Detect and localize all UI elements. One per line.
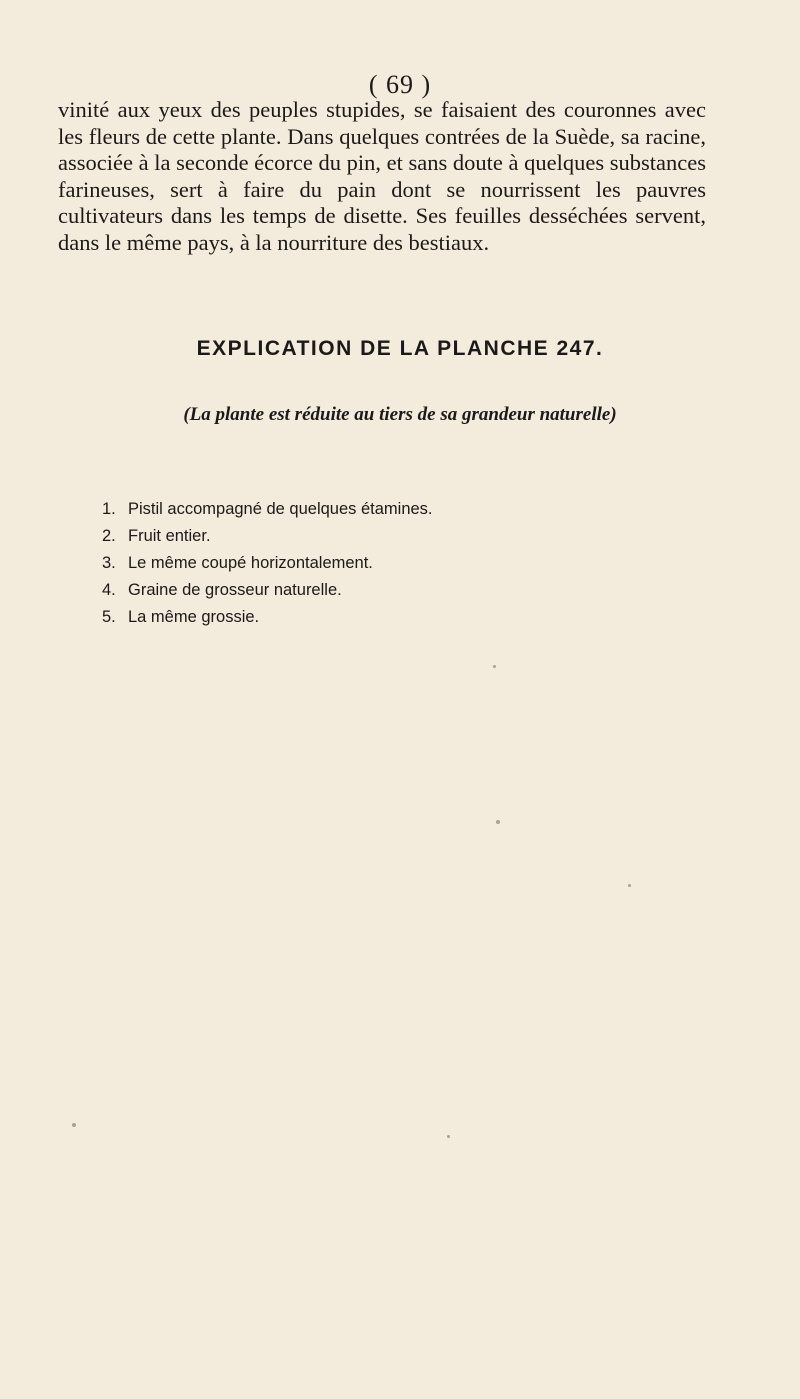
plate-heading: EXPLICATION DE LA PLANCHE 247.	[196, 337, 604, 360]
paper-speck	[447, 1135, 450, 1138]
legend-item-number: 2.	[102, 527, 116, 545]
paper-speck	[628, 884, 631, 887]
legend-item	[102, 550, 433, 577]
legend-item	[102, 496, 433, 523]
plate-note: (La plante est réduite au tiers de sa grandeur naturelle)	[183, 404, 617, 425]
legend-item-number: 5.	[102, 608, 116, 626]
legend-item	[102, 577, 433, 604]
paper-speck	[493, 665, 496, 668]
legend-item-number: 4.	[102, 581, 116, 599]
page-number: ( 69 )	[368, 70, 432, 99]
legend-item-text: Graine de grosseur naturelle.	[128, 581, 342, 599]
paper-speck	[496, 820, 500, 824]
legend-item-text: La même grossie.	[128, 608, 260, 626]
legend-item-text: Pistil accompagné de quelques étamines.	[128, 500, 433, 518]
legend-item-number: 1.	[102, 500, 116, 518]
legend-item-text: Le même coupé horizontalement.	[128, 554, 373, 572]
body-paragraph: vinité aux yeux des peuples stupides, se faisaient des couronnes avec les fleurs de cette plante. Dans quelques contrées de la Suède, sa racine, associée à la seconde écorce du pin, et sans doute à quelques substances farineuses, sert à faire du pain dont se nourrissent les pauvres cultivateurs dans les temps de disette. Ses feuilles desséchées servent, dans le même pays, à la nourriture des bestiaux.	[58, 97, 706, 255]
legend-item	[102, 604, 433, 631]
paper-speck	[72, 1123, 76, 1127]
legend-item-text: Fruit entier.	[128, 527, 211, 545]
legend-item	[102, 523, 433, 550]
plate-legend	[102, 496, 433, 631]
legend-item-number: 3.	[102, 554, 116, 572]
